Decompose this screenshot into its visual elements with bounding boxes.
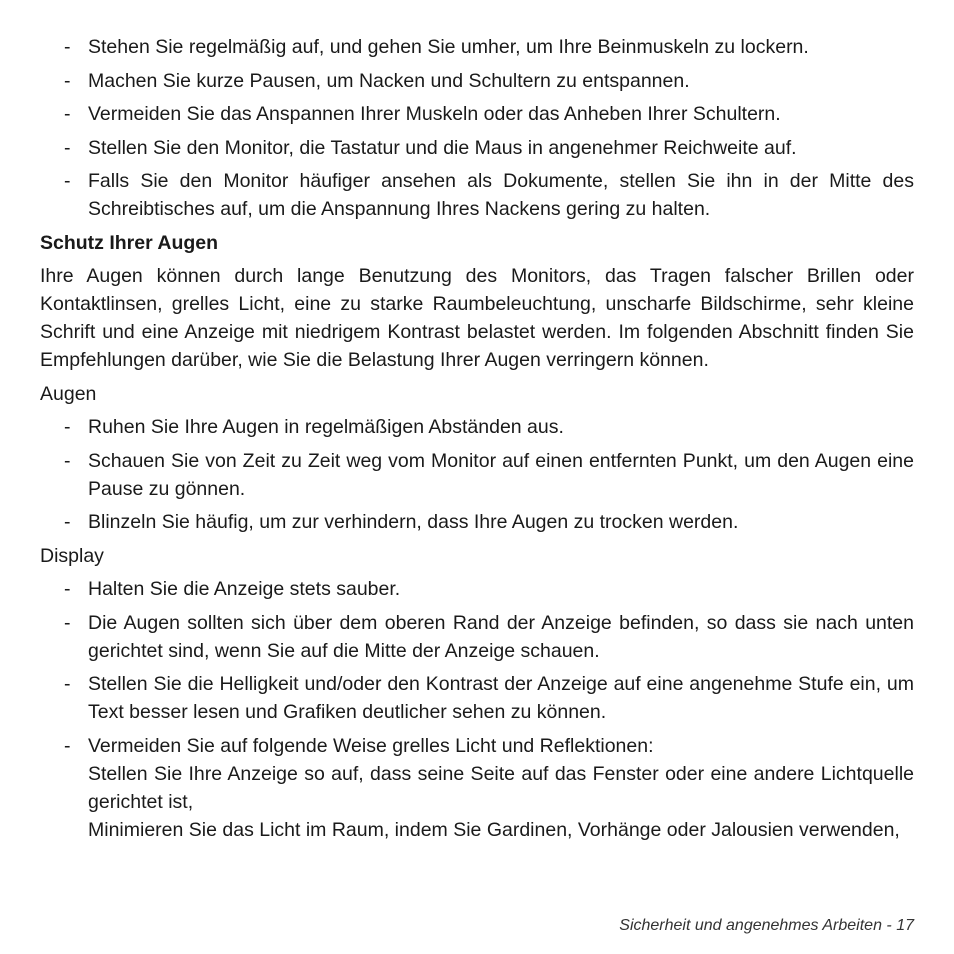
list-item-text: Ruhen Sie Ihre Augen in regelmäßigen Abständen aus. <box>88 416 564 438</box>
list-item-text: Vermeiden Sie das Anspannen Ihrer Muskeln oder das Anheben Ihrer Schultern. <box>88 103 781 125</box>
list-item-text: Stellen Sie den Monitor, die Tastatur und die Maus in angenehmer Reichweite auf. <box>88 136 797 159</box>
list-item: - Machen Sie kurze Pausen, um Nacken und Schultern zu entspannen. <box>64 69 690 92</box>
list-item: - Ruhen Sie Ihre Augen in regelmäßigen Abständen aus. <box>64 416 564 438</box>
list-item: - Vermeiden Sie das Anspannen Ihrer Muskeln oder das Anheben Ihrer Schultern. <box>64 103 781 125</box>
list-item-text: Stellen Sie die Helligkeit und/oder den Kontrast der Anzeige auf eine angenehme Stufe ein, um Text besser lesen und Grafiken deutlicher sehen zu können. <box>88 673 914 723</box>
list-item-text: Schauen Sie von Zeit zu Zeit weg vom Monitor auf einen entfernten Punkt, um den Augen eine Pause zu gönnen. <box>88 449 914 500</box>
list-item-text: Halten Sie die Anzeige stets sauber. <box>88 578 401 600</box>
list-item-text: Falls Sie den Monitor häufiger ansehen als Dokumente, stellen Sie ihn in der Mitte des Schreibtisches auf, um die Anspannung Ihres Nackens gering zu halten. <box>88 170 914 220</box>
list-item: - Vermeiden Sie auf folgende Weise grelles Licht und Reflektionen: Stellen Sie Ihre Anzeige so auf, dass seine Seite auf das Fenster oder eine andere Lichtquelle gerichtet ist, Minimieren Sie das Licht im Raum, indem Sie Gardinen, Vorhänge oder Jalousien verwenden, <box>40 732 914 844</box>
list-item: - Blinzeln Sie häufig, um zur verhindern, dass Ihre Augen zu trocken werden. <box>64 511 739 533</box>
list-item-text: Die Augen sollten sich über dem oberen Rand der Anzeige befinden, so dass sie nach unten gerichtet sind, wenn Sie auf die Mitte der Anzeige schauen. <box>88 611 914 662</box>
section-heading: Schutz Ihrer Augen <box>40 231 219 254</box>
list-item: - Stellen Sie den Monitor, die Tastatur und die Maus in angenehmer Reichweite auf. <box>64 136 797 159</box>
display-label: Display <box>40 544 104 567</box>
list-item: - Stellen Sie die Helligkeit und/oder den Kontrast der Anzeige auf eine angenehme Stufe ein, um Text besser lesen und Grafiken deutlicher sehen zu können. <box>64 673 914 723</box>
eyes-label: Augen <box>40 382 97 405</box>
list-item-text: Blinzeln Sie häufig, um zur verhindern, dass Ihre Augen zu trocken werden. <box>88 511 739 533</box>
list-item: - Halten Sie die Anzeige stets sauber. <box>64 578 401 600</box>
intro-paragraph: Ihre Augen können durch lange Benutzung des Monitors, das Tragen falscher Brillen oder Kontaktlinsen, grelles Licht, eine zu starke Raumbeleuchtung, unscharfe Bildschirme, sehr kleine Schrift und eine Anzeige mit niedrigem Kontrast belastet werden. Im folgenden Abschnitt finden Sie Empfehlungen darüber, wie Sie die Belastung Ihrer Augen verringern können. <box>40 265 914 371</box>
list-item: - Die Augen sollten sich über dem oberen Rand der Anzeige befinden, so dass sie nach unten gerichtet sind, wenn Sie auf die Mitte der Anzeige schauen. <box>64 611 914 662</box>
list-item: - Stehen Sie regelmäßig auf, und gehen Sie umher, um Ihre Beinmuskeln zu lockern. <box>64 36 809 58</box>
list-item-text: Machen Sie kurze Pausen, um Nacken und Schultern zu entspannen. <box>88 69 690 92</box>
list-item: - Falls Sie den Monitor häufiger ansehen als Dokumente, stellen Sie ihn in der Mitte des Schreibtisches auf, um die Anspannung Ihres Nackens gering zu halten. <box>64 170 914 220</box>
document-page <box>40 33 914 849</box>
list-item-text: Vermeiden Sie auf folgende Weise grelles Licht und Reflektionen: <box>88 734 654 757</box>
list-item-text: Stehen Sie regelmäßig auf, und gehen Sie umher, um Ihre Beinmuskeln zu lockern. <box>88 36 809 58</box>
list-item-subtext: Stellen Sie Ihre Anzeige so auf, dass seine Seite auf das Fenster oder eine andere Lichtquelle gerichtet ist, <box>88 762 914 813</box>
list-item-subtext: Minimieren Sie das Licht im Raum, indem Sie Gardinen, Vorhänge oder Jalousien verwenden, <box>88 818 900 841</box>
page-footer: Sicherheit und angenehmes Arbeiten - 17 <box>619 917 914 934</box>
list-item: - Schauen Sie von Zeit zu Zeit weg vom Monitor auf einen entfernten Punkt, um den Augen eine Pause zu gönnen. <box>64 449 914 500</box>
